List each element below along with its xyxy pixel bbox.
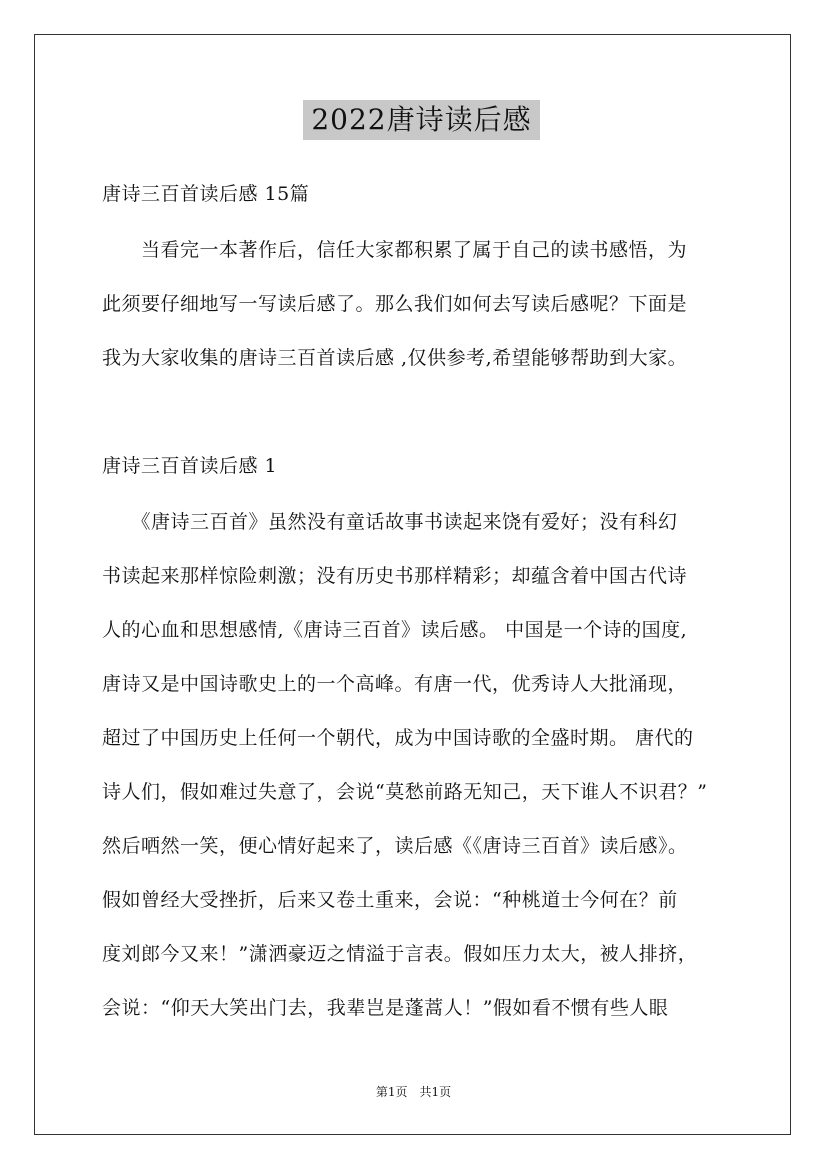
paragraph-line: 我为大家收集的唐诗三百首读后感 ,仅供参考,希望能够帮助到大家。 [102,347,688,369]
paragraph-line: 当看完一本著作后，信任大家都积累了属于自己的读书感悟，为 [102,239,688,261]
paragraph-line: 会说：“仰天大笑出门去，我辈岂是蓬蒿人！”假如看不惯有些人眼 [102,997,669,1019]
paragraph-line: 假如曾经大受挫折，后来又卷土重来，会说：“种桃道士今何在？前 [102,889,678,911]
page-footer: 第1页 共1页 [375,1085,452,1099]
paragraph-line: 《唐诗三百首》虽然没有童话故事书读起来饶有爱好；没有科幻 [102,511,678,533]
paragraph-line: 书读起来那样惊险刺激；没有历史书那样精彩；却蕴含着中国古代诗 [102,565,688,587]
paragraph-line: 度刘郎今又来！”潇洒豪迈之情溢于言表。假如压力太大，被人排挤， [102,943,698,965]
paragraph-line: 唐诗又是中国诗歌史上的一个高峰。有唐一代，优秀诗人大批涌现， [102,673,688,695]
section-heading: 唐诗三百首读后感 15篇 [102,183,310,205]
section-heading: 唐诗三百首读后感 1 [102,455,278,477]
document-title: 2022唐诗读后感 [303,100,540,140]
paragraph-line: 然后哂然一笑，便心情好起来了，读后感《《唐诗三百首》读后感》。 [102,835,688,857]
paragraph-line: 诗人们，假如难过失意了，会说“莫愁前路无知己，天下谁人不识君？” [102,781,708,803]
paragraph-line: 超过了中国历史上任何一个朝代，成为中国诗歌的全盛时期。 唐代的 [102,727,694,749]
paragraph-line: 人的心血和思想感情,《唐诗三百首》读后感。 中国是一个诗的国度, [102,619,688,641]
paragraph-line: 此须要仔细地写一写读后感了。那么我们如何去写读后感呢？下面是 [102,293,688,315]
